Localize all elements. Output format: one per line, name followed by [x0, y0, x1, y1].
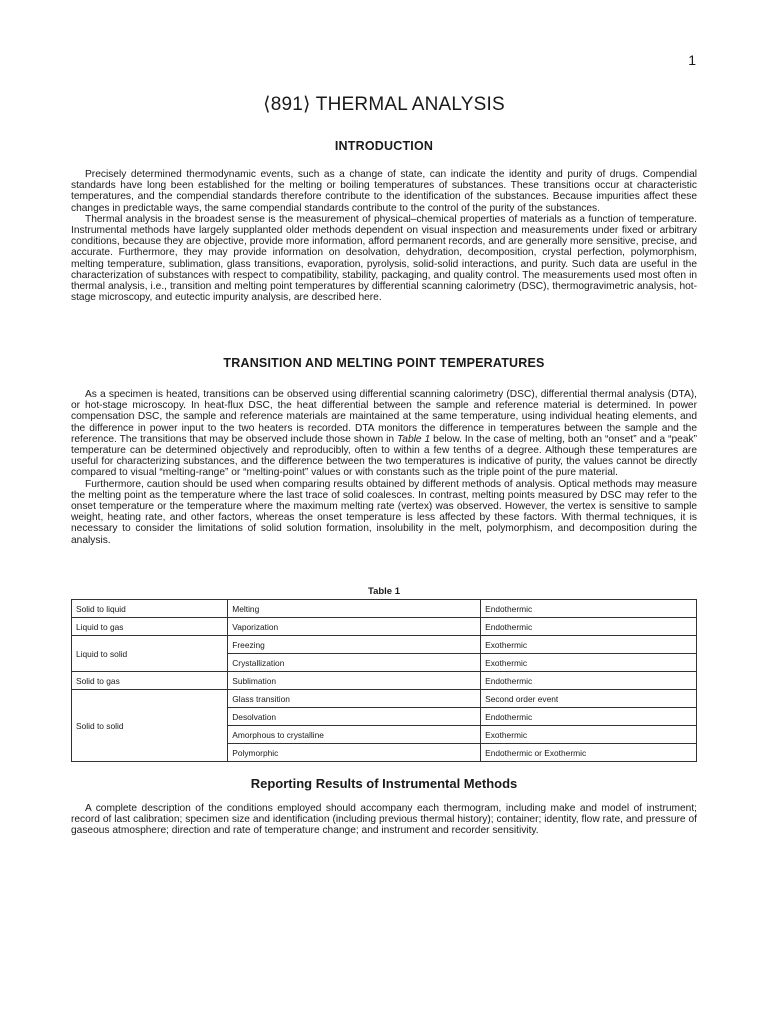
state-change-cell: Liquid to solid	[72, 636, 228, 672]
transition-heading: TRANSITION AND MELTING POINT TEMPERATURES	[223, 356, 545, 370]
transition-paragraph-1-end: below. In the case of melting, both an “onset” and a “peak” temperature can be determined objectively and reproducibly, often to within a few tenths of a degree. Although these temperatures are useful for characterizing substances, and the difference between the two temperatures is indicative of purity, the values cannot be directly compared to visual “melting-range” or “melting-point” values or with constants such as the triple point of the pure material.	[71, 433, 697, 479]
thermal-effect-cell: Endothermic	[481, 672, 697, 690]
table-row	[72, 618, 697, 636]
transition-cell: Vaporization	[228, 618, 481, 636]
transition-cell: Polymorphic	[228, 744, 481, 762]
thermal-effect-cell: Endothermic	[481, 708, 697, 726]
transition-paragraph-2: Furthermore, caution should be used when comparing results obtained by different methods of analysis. Optical methods may measure the melting point as the temperature where the last trace of solid coalesces. In contrast, melting points measured by DSC may refer to the onset temperature or the temperature where the maximum melting rate (vertex) was observed. However, the vertex is sensitive to sample weight, heating rate, and other factors, whereas the onset temperature is less affected by these factors. With thermal techniques, it is necessary to consider the limitations of solid solution formation, insolubility in the melt, polymorphism, and decomposition during the analysis.	[71, 478, 697, 546]
transition-cell: Amorphous to crystalline	[228, 726, 481, 744]
table-row	[72, 636, 697, 654]
table-row	[72, 672, 697, 690]
thermal-effect-cell: Endothermic	[481, 600, 697, 618]
thermal-effect-cell: Exothermic	[481, 654, 697, 672]
transition-cell: Melting	[228, 600, 481, 618]
reporting-heading: Reporting Results of Instrumental Methods	[250, 776, 518, 791]
transition-cell: Desolvation	[228, 708, 481, 726]
transition-body	[71, 389, 697, 546]
transition-cell: Sublimation	[228, 672, 481, 690]
table-1-title: Table 1	[367, 586, 401, 597]
introduction-body	[71, 169, 697, 303]
thermal-effect-cell: Endothermic or Exothermic	[481, 744, 697, 762]
thermal-effect-cell: Exothermic	[481, 636, 697, 654]
thermal-effect-cell: Second order event	[481, 690, 697, 708]
table-1-reference: Table 1	[397, 433, 431, 445]
table-row	[72, 600, 697, 618]
transition-cell: Glass transition	[228, 690, 481, 708]
thermal-effect-cell: Endothermic	[481, 618, 697, 636]
introduction-paragraph-1: Precisely determined thermodynamic events, such as a change of state, can indicate the identity and purity of drugs. Compendial standards have long been established for the melting or boiling temperatures of substances. These transitions occur at characteristic temperatures, and the compendial standards therefore contribute to the identification of the substances. Because impurities affect these changes in predictable ways, the same compendial standards contribute to the control of the purity of the substances.	[71, 169, 697, 214]
table-1	[71, 599, 697, 762]
transition-paragraph-1-start: As a specimen is heated, transitions can be observed using differential scanning calorimetry (DSC), differential thermal analysis (DTA), or hot-stage microscopy. In heat-flux DSC, the heat differential between the sample and reference material is determined. In power compensation DSC, the sample and reference materials are maintained at the same temperature, using individual heating elements, and the difference in power input to the two heaters is recorded. DTA monitors the difference in temperatures between the sample and the reference. The transitions that may be observed include those shown in	[71, 389, 697, 445]
introduction-paragraph-2: Thermal analysis in the broadest sense is the measurement of physical–chemical properties of materials as a function of temperature. Instrumental methods have largely supplanted older methods dependent on visual inspection and measurements under fixed or arbitrary conditions, because they are objective, provide more information, afford permanent records, and are generally more sensitive, precise, and accurate. Furthermore, they may provide information on desolvation, dehydration, decomposition, crystal perfection, polymorphism, melting temperature, sublimation, glass transitions, evaporation, pyrolysis, solid-solid interactions, and purity. Such data are useful in the characterization of substances with respect to compatibility, stability, packaging, and quality control. The measurements used most often in thermal analysis, i.e., transition and melting point temperatures by differential scanning calorimetry (DSC), thermogravimetric analysis, hot-stage microscopy, and eutectic impurity analysis, are described here.	[71, 213, 697, 304]
transition-cell: Freezing	[228, 636, 481, 654]
introduction-heading: INTRODUCTION	[334, 139, 434, 153]
transition-paragraph-1	[71, 389, 697, 479]
page-number: 1	[688, 52, 696, 68]
state-change-cell: Solid to liquid	[72, 600, 228, 618]
state-change-cell: Solid to gas	[72, 672, 228, 690]
thermal-effect-cell: Exothermic	[481, 726, 697, 744]
reporting-body	[71, 803, 697, 837]
document-title: ⟨891⟩ THERMAL ANALYSIS	[263, 94, 505, 115]
reporting-paragraph: A complete description of the conditions employed should accompany each thermogram, including make and model of instrument; record of last calibration; specimen size and identification (including previous thermal history); container; identity, flow rate, and pressure of gaseous atmosphere; direction and rate of temperature change; and instrument and recorder sensitivity.	[71, 803, 697, 837]
table-row	[72, 690, 697, 708]
state-change-cell: Liquid to gas	[72, 618, 228, 636]
transition-cell: Crystallization	[228, 654, 481, 672]
state-change-cell: Solid to solid	[72, 690, 228, 762]
